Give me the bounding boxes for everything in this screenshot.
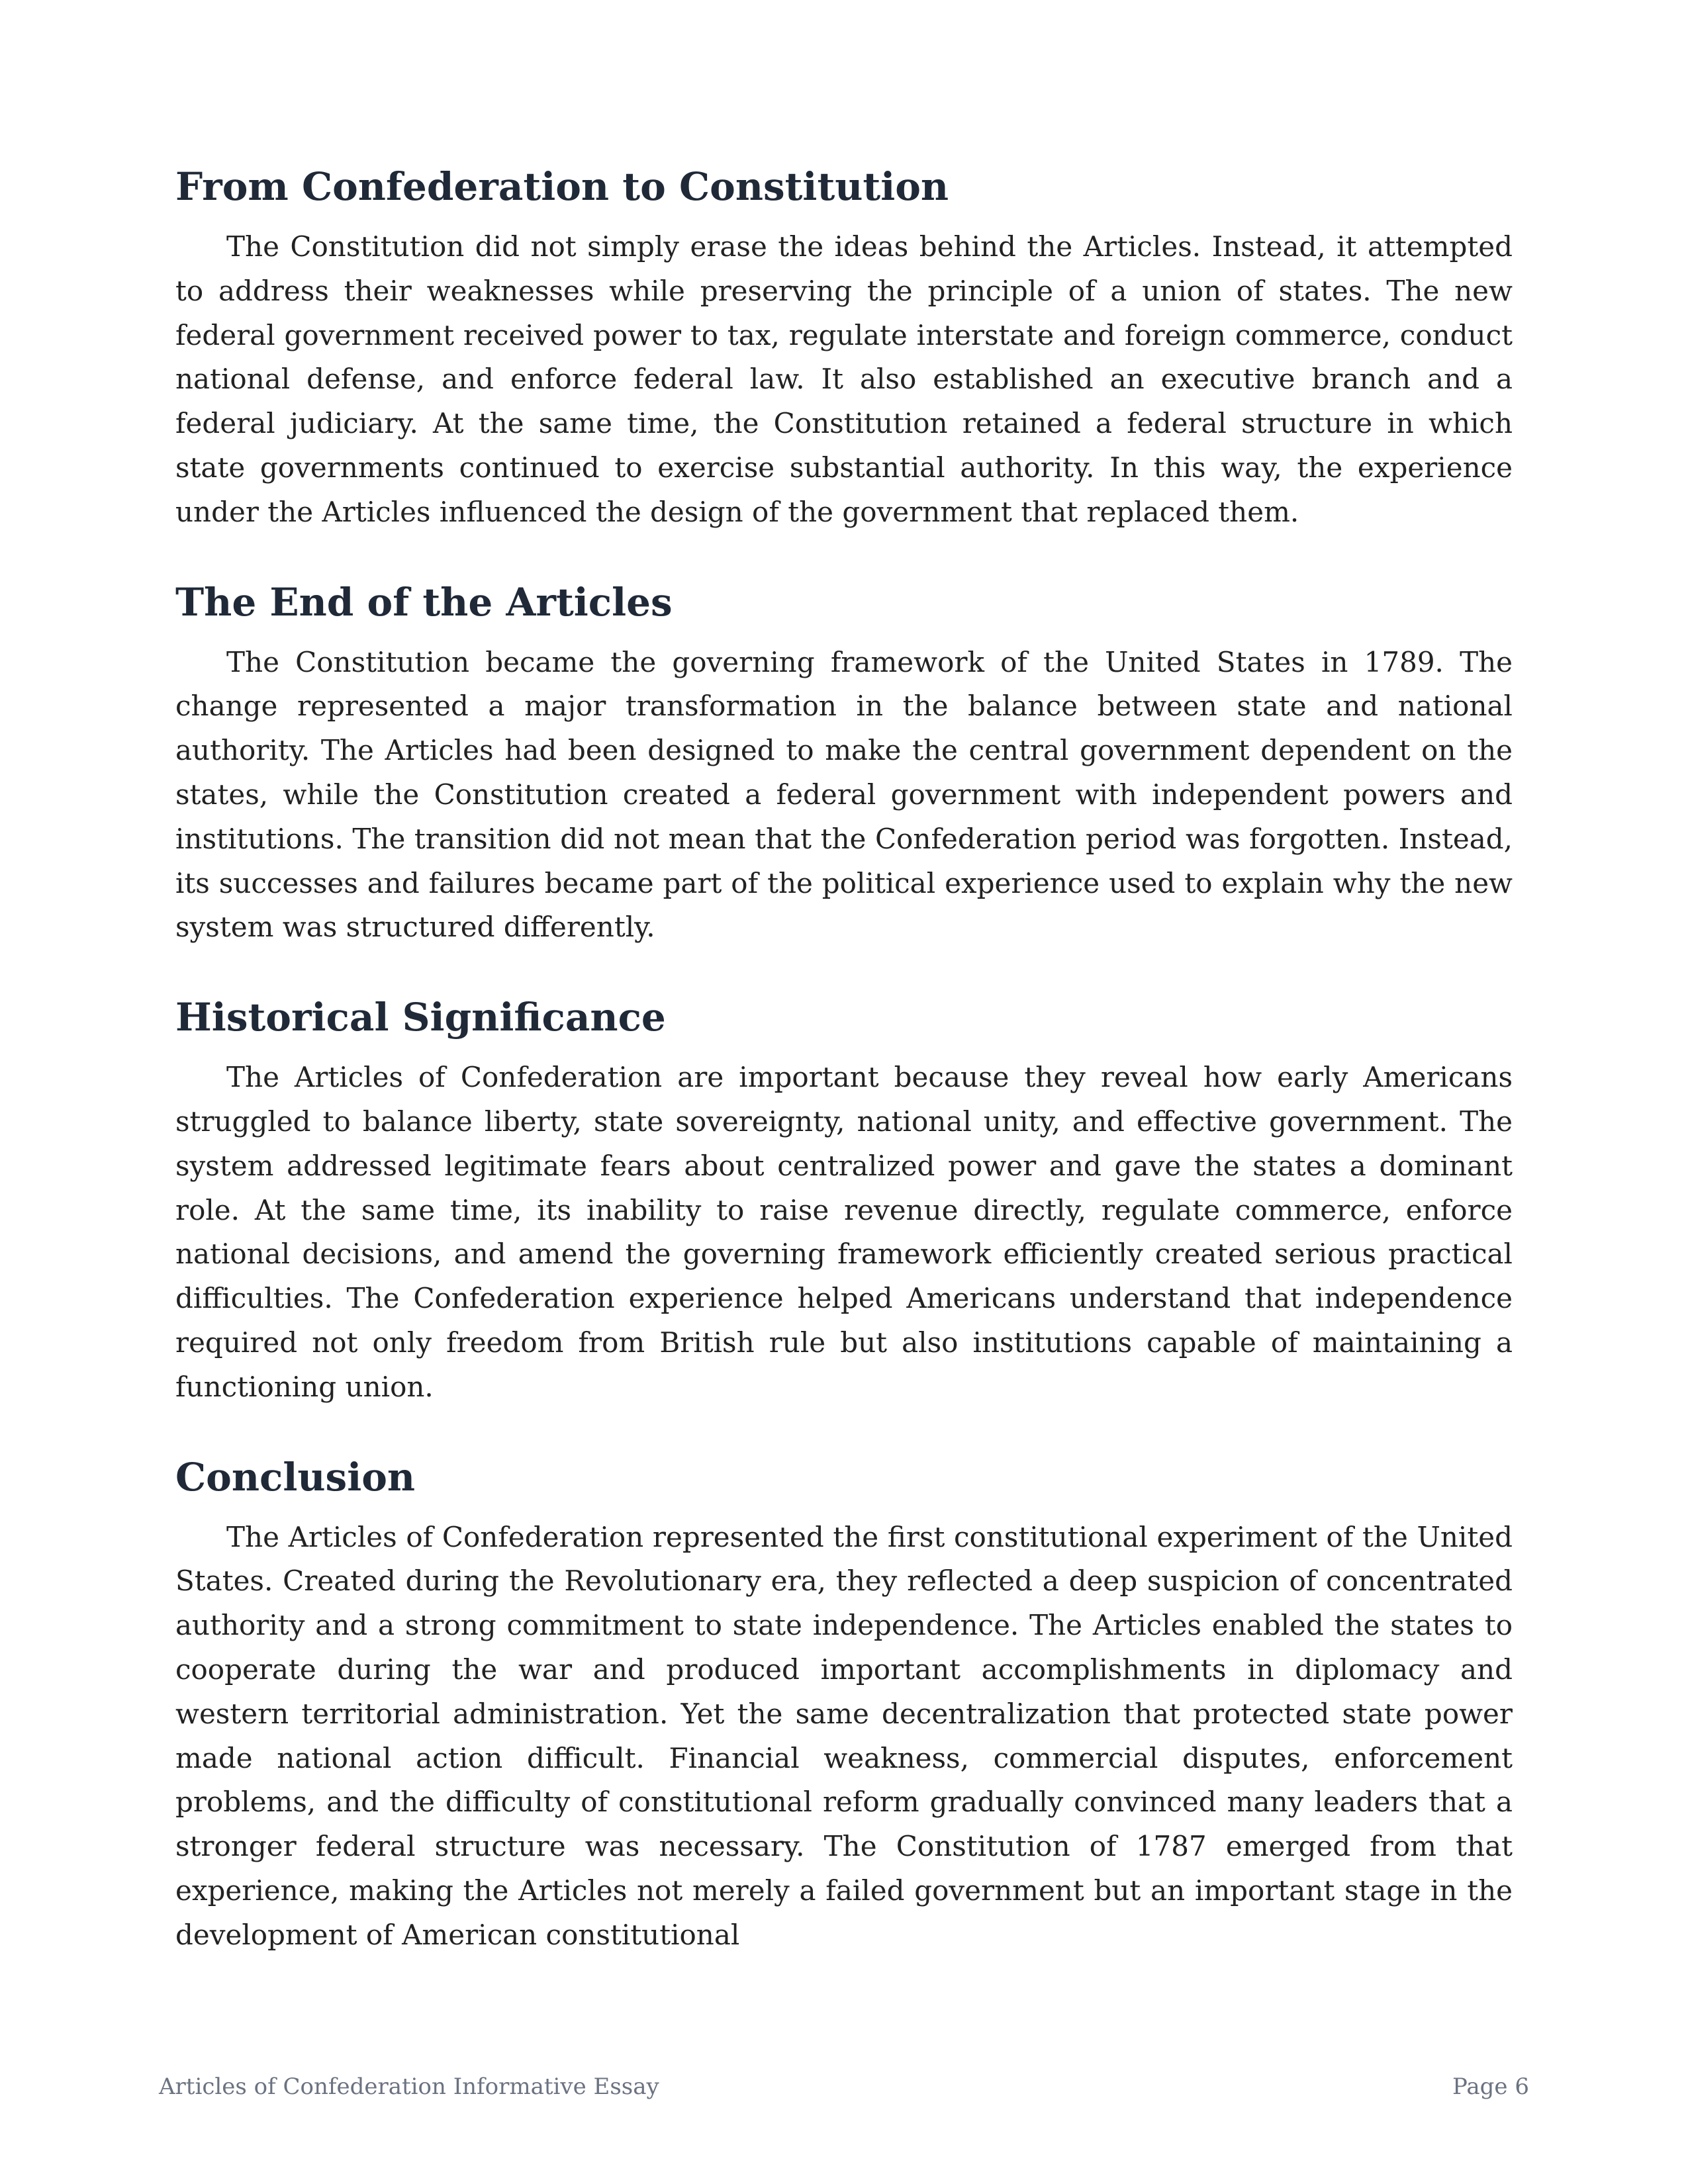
section-end-of-the-articles [175,577,1513,950]
body-paragraph: The Articles of Confederation represented the first constitutional experiment of the United States. Created during the Revolutionary era, they reflected a deep suspicion of concentrated authority and a strong commitment to state independence. The Articles enabled the states to cooperate during the war and produced important accomplishments in diplomacy and western territorial administration. Yet the same decentralization that protected state power made national action difficult. Financial weakness, commercial disputes, enforcement problems, and the difficulty of constitutional reform gradually convinced many leaders that a stronger federal structure was necessary. The Constitution of 1787 emerged from that experience, making the Articles not merely a failed government but an important stage in the development of American constitutional [175,1520,1513,1951]
section-heading: From Confederation to Constitution [175,164,949,209]
body-paragraph: The Constitution became the governing framework of the United States in 1789. The change represented a major transformation in the balance between state and national authority. The Articles had been designed to make the central government dependent on the states, while the Constitution created a federal government with independent powers and institutions. The transition did not mean that the Confederation period was forgotten. Instead, its successes and failures became part of the political experience used to explain why the new system was structured differently. [175,645,1513,944]
section-from-confederation-to-constitution [175,161,1513,535]
section-historical-significance [175,992,1513,1409]
footer-page-number: Page 6 [1452,2073,1529,2100]
page-content [175,161,1513,2000]
section-conclusion [175,1452,1513,1958]
body-paragraph: The Articles of Confederation are important because they reveal how early Americans struggled to balance liberty, state sovereignty, national unity, and effective government. The system addressed legitimate fears about centralized power and gave the states a dominant role. At the same time, its inability to raise revenue directly, regulate commerce, enforce national decisions, and amend the governing framework efficiently created serious practical difficulties. The Confederation experience helped Americans understand that independence required not only freedom from British rule but also institutions capable of maintaining a functioning union. [175,1061,1513,1403]
section-heading: Historical Significance [175,995,666,1040]
section-heading: Conclusion [175,1454,416,1500]
section-heading: The End of the Articles [175,579,673,625]
footer-document-title: Articles of Confederation Informative Essay [159,2073,659,2100]
page-footer [159,2070,1529,2103]
body-paragraph: The Constitution did not simply erase the ideas behind the Articles. Instead, it attempted to address their weaknesses while preserving the principle of a union of states. The new federal government received power to tax, regulate interstate and foreign commerce, conduct national defense, and enforce federal law. It also established an executive branch and a federal judiciary. At the same time, the Constitution retained a federal structure in which state governments continued to exercise substantial authority. In this way, the experience under the Articles influenced the design of the government that replaced them. [175,230,1513,528]
